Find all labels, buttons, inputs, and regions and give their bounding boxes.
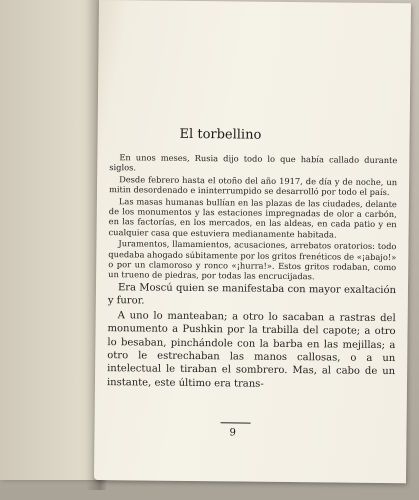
paragraph-2: Desde febrero hasta el otoño del año 1917, de día y de noche, un mitin desordenado e ininterrumpido se desarrolló por todo el país. <box>108 174 398 198</box>
page-number-rule <box>221 422 251 423</box>
paragraph-5: Era Moscú quien se manifestaba con mayor exaltación y furor. <box>107 282 397 307</box>
chapter-title: El torbellino <box>179 126 262 143</box>
paragraph-3: Las masas humanas bullían en las plazas de las ciudades, delante de los monumentos y las estaciones impregnadas de olor a carbón, en las factorías, en los mercados, en las aldeas, en cada patio y en cualquier casa que estuviera medianamente habitada. <box>108 195 397 240</box>
paragraph-6: A uno lo manteaban; a otro lo sacaban a rastras del monumento a Pushkin por la trabilla del capote; a otro lo besaban, pinchándole con la barba en las mejillas; a otro le estrechaban las manos callosas, o a un intelectual le tiraban el sombrero. Mas, al cabo de un instante, este último era trans- <box>106 309 396 390</box>
chapter-body <box>107 152 397 393</box>
paragraph-4: Juramentos, llamamientos, acusaciones, arrebatos oratorios: todo quedaba ahogado súbitamente por los gritos frenéticos de «¡abajo!» o por un clamoroso y ronco «¡hurra!». Estos gritos rodaban, como un trueno de piedras, por todas las encrucijadas. <box>108 238 397 282</box>
book-page <box>94 0 411 483</box>
paragraph-1: En unos meses, Rusia dijo todo lo que había callado durante siglos. <box>109 152 398 173</box>
page-number: 9 <box>229 427 236 439</box>
